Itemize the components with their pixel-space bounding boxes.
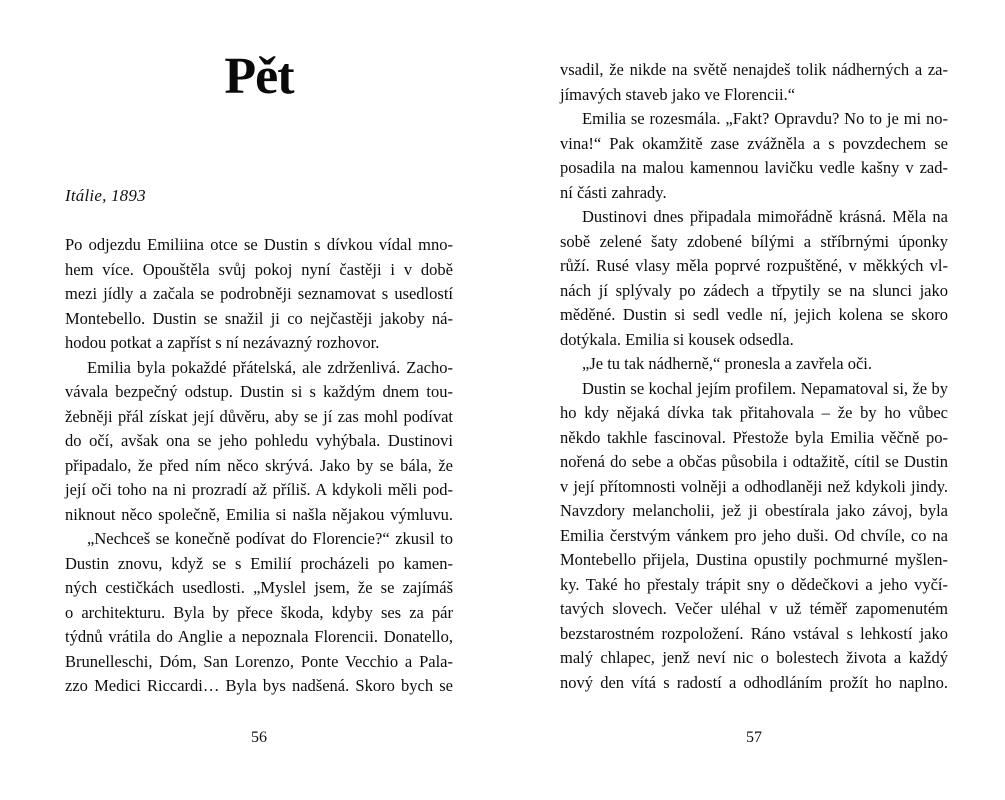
text-line: ky. Také ho přestaly trápit sny o dědečkovi a jeho vyčí- (560, 574, 948, 594)
text-line: niknout něco společně, Emilia si našla nějakou výmluvu. (65, 504, 453, 524)
text-line: sobě zelené šaty zdobené bílými a stříbrnými úponky (560, 231, 948, 251)
text-line: „Je tu tak nádherně,“ pronesla a zavřela oči. (582, 354, 872, 373)
text-line: vsadil, že nikde na světě nenajdeš tolik nádherných a za- (560, 60, 948, 79)
text-line: její oči toho na ni prozradí až příliš. A kdykoli měli pod- (65, 480, 453, 499)
text-line: ných cestičkách usedlosti. „Myslel jsem, že se zajímáš (65, 578, 453, 597)
text-line: měděné. Dustin si sedl vedle ní, jejich kolena se skoro (560, 305, 948, 324)
page-number-left: 56 (251, 729, 267, 746)
page-number-right: 57 (746, 729, 762, 746)
text-line: žebněji přál získat její důvěru, aby se jí zas mohl podívat (65, 406, 453, 426)
text-line: Emilia čerstvým vánkem pro jeho duši. Od chvíle, co na (560, 525, 948, 545)
text-line: Dustin se kochal jejím profilem. Nepamatoval si, že by (582, 378, 948, 398)
text-line: někdo takhle fascinoval. Přestože byla Emilia věčně po- (560, 427, 948, 447)
text-line: posadila na malou kamennou lavičku vedle kašny v zad- (560, 158, 948, 177)
text-line: v její přítomnosti volněji a odhodlaněji než kdykoli jindy. (560, 476, 948, 496)
text-line: ho kdy nějaká dívka tak přitahovala – že by ho vůbec (560, 403, 948, 422)
text-line: vina!“ Pak okamžitě zase zvážněla a s povzdechem se (560, 133, 948, 153)
text-line: růží. Rusé vlasy měla poprvé rozpuštěné, v měkkých vl- (560, 256, 948, 275)
text-line: Dustinovi dnes připadala mimořádně krásná. Měla na (582, 207, 948, 226)
text-line: Brunelleschi, Dóm, San Lorenzo, Ponte Vecchio a Pala- (65, 651, 453, 671)
text-line: zzo Medici Riccardi… Byla bys nadšená. Skoro bych se (65, 676, 453, 695)
text-line: Po odjezdu Emiliina otce se Dustin s dívkou vídal mno- (65, 235, 453, 254)
right-page (560, 0, 948, 800)
text-line: hem více. Opouštěla svůj pokoj nyní častěji i v době (65, 259, 453, 279)
text-line: o architekturu. Byla by přece škoda, kdyby ses za pár (65, 602, 453, 622)
text-line: mezi jídly a začala se podrobněji seznamovat s usedlostí (65, 284, 453, 303)
left-page (65, 0, 453, 800)
text-line: dotýkala. Emilia si kousek odsedla. (560, 329, 794, 349)
left-page-text (65, 233, 453, 699)
text-line: tavých slovech. Večer uléhal v už téměř zapomenutém (560, 599, 948, 618)
text-line: do očí, avšak ona se jeho pohledu vyhýbala. Dustinovi (65, 431, 453, 450)
text-line: „Nechceš se konečně podívat do Florencie?“ zkusil to (87, 529, 453, 548)
text-line: nový den vítá s radostí a odhodláním prožít ho naplno. (560, 672, 948, 692)
text-line: nořená do sebe a občas působila i odtažitě, cítil se Dustin (560, 452, 948, 471)
text-line: Montebello. Dustin se snažil ji co nejčastěji jakoby ná- (65, 308, 453, 328)
text-line: vávala bezpečný odstup. Dustin si s každým dnem tou- (65, 382, 453, 401)
text-line: bezstarostném rozpoložení. Ráno vstával s lehkostí jako (560, 623, 948, 643)
chapter-dateline: Itálie, 1893 (65, 186, 146, 205)
text-line: ní části zahrady. (560, 182, 667, 202)
text-line: Emilia se rozesmála. „Fakt? Opravdu? No to je mi no- (582, 109, 948, 128)
chapter-title: Pět (224, 48, 294, 105)
text-line: připadalo, že před ním něco skrývá. Jako by se bála, že (65, 455, 453, 475)
text-line: hodou potkat a zapříst s ní nezávazný rozhovor. (65, 333, 380, 352)
text-line: Emilia byla pokaždé přátelská, ale zdrženlivá. Zacho- (87, 357, 453, 377)
text-line: Dustin znovu, když se s Emilií procházeli po kamen- (65, 553, 453, 573)
text-line: nách jí splývaly po zádech a třpytily se na slunci jako (560, 280, 948, 300)
text-line: Navzdory melancholii, jež ji obestírala jako závoj, byla (560, 501, 948, 520)
text-line: jímavých staveb jako ve Florencii.“ (560, 84, 796, 104)
text-line: malý chlapec, jenž neví nic o bolestech života a každý (560, 648, 948, 667)
text-line: Montebello přijela, Dustina opustily pochmurné myšlen- (560, 550, 948, 569)
text-line: týdnů vrátila do Anglie a nepoznala Florencii. Donatello, (65, 627, 453, 646)
right-page-text (560, 58, 948, 695)
